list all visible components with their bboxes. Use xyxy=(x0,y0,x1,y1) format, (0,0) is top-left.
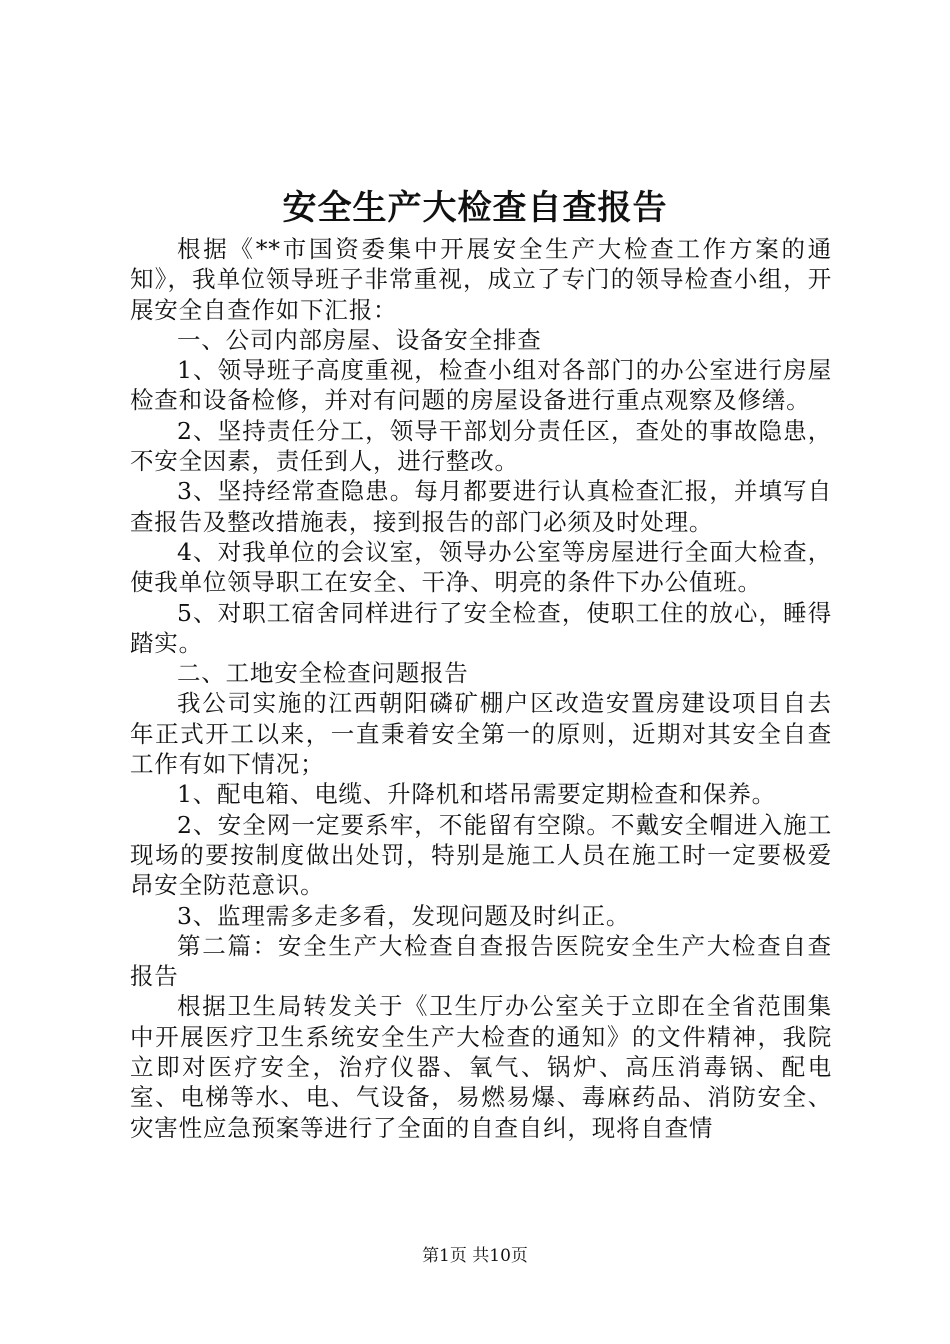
paragraph-item: 5、对职工宿舍同样进行了安全检查，使职工住的放心，睡得踏实。 xyxy=(130,598,832,657)
section-heading-2: 二、工地安全检查问题报告 xyxy=(177,659,469,688)
paragraph-item: 4、对我单位的会议室，领导办公室等房屋进行全面大检查，使我单位领导职工在安全、干净、明亮的条件下办公值班。 xyxy=(130,537,832,597)
part-two-heading: 第二篇：安全生产大检查自查报告医院安全生产大检查自查报告 xyxy=(130,931,832,991)
paragraph-item: 1、配电箱、电缆、升降机和塔吊需要定期检查和保养。 xyxy=(177,780,776,809)
document-title: 安全生产大检查自查报告 xyxy=(282,188,668,228)
page-footer xyxy=(0,1245,950,1267)
paragraph-item: 3、坚持经常查隐患。每月都要进行认真检查汇报，并填写自查报告及整改措施表，接到报告的部门必须及时处理。 xyxy=(130,477,832,536)
section-heading-1: 一、公司内部房屋、设备安全排查 xyxy=(177,325,542,354)
page-number: 第1页 xyxy=(422,1246,467,1266)
page-total: 共10页 xyxy=(472,1246,528,1266)
paragraph-item: 2、坚持责任分工，领导干部划分责任区，查处的事故隐患，不安全因素，责任到人，进行整改。 xyxy=(130,416,832,476)
paragraph-intro: 根据《**市国资委集中开展安全生产大检查工作方案的通知》，我单位领导班子非常重视，成立了专门的领导检查小组，开展安全自查作如下汇报： xyxy=(130,235,832,324)
paragraph-item: 2、安全网一定要系牢，不能留有空隙。不戴安全帽进入施工现场的要按制度做出处罚，特别是施工人员在施工时一定要极爱昂安全防范意识。 xyxy=(130,810,832,900)
paragraph-hospital: 根据卫生局转发关于《卫生厅办公室关于立即在全省范围集中开展医疗卫生系统安全生产大检查的通知》的文件精神，我院立即对医疗安全，治疗仪器、氧气、锅炉、高压消毒锅、配电室、电梯等水、电、气设备，易燃易爆、毒麻药品、消防安全、灾害性应急预案等进行了全面的自查自纠，现将自查情 xyxy=(130,992,832,1142)
paragraph-project: 我公司实施的江西朝阳磷矿棚户区改造安置房建设项目自去年正式开工以来，一直秉着安全第一的原则，近期对其安全自查工作有如下情况； xyxy=(130,689,832,779)
paragraph-item: 3、监理需多走多看，发现问题及时纠正。 xyxy=(177,901,631,930)
paragraph-item: 1、领导班子高度重视，检查小组对各部门的办公室进行房屋检查和设备检修，并对有问题的房屋设备进行重点观察及修缮。 xyxy=(130,356,832,415)
document-body xyxy=(130,234,832,1143)
